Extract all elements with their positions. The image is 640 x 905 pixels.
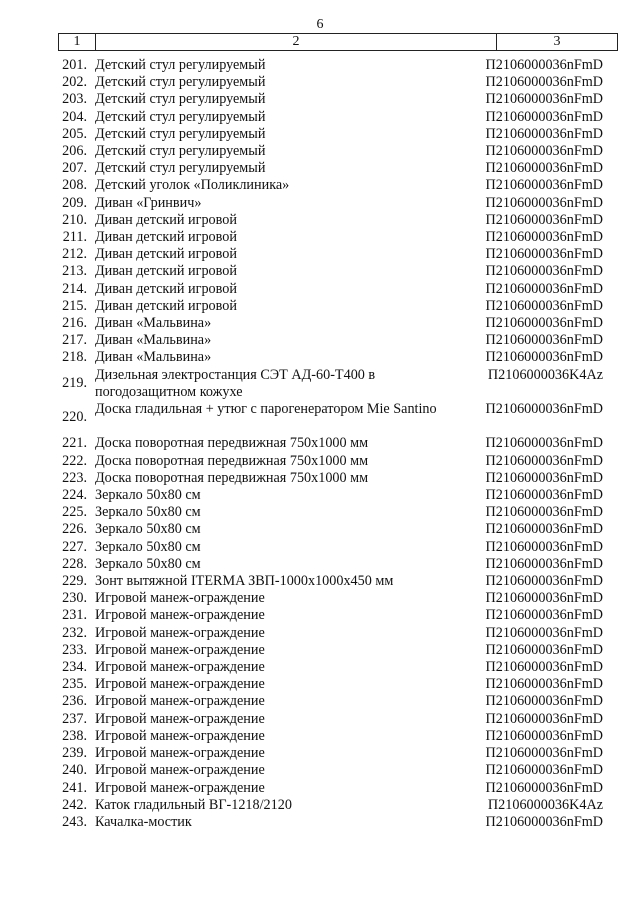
item-name: Доска поворотная передвижная 750х1000 мм — [95, 452, 369, 469]
page-number: 6 — [316, 17, 324, 32]
row-number: 222. — [62, 452, 87, 469]
row-number: 209. — [62, 194, 87, 211]
table-row — [0, 590, 640, 607]
table-row — [0, 229, 640, 246]
item-code: П2106000036nFmD — [485, 194, 603, 211]
item-name: Игровой манеж-ограждение — [95, 710, 265, 727]
table-row — [0, 762, 640, 779]
item-name: Диван «Мальвина» — [95, 332, 212, 349]
table-row — [0, 109, 640, 126]
row-number: 207. — [62, 160, 87, 177]
item-code: П2106000036nFmD — [485, 676, 603, 693]
item-code: П2106000036nFmD — [485, 332, 603, 349]
table-row — [0, 504, 640, 521]
item-name: Диван детский игровой — [95, 229, 237, 246]
table-row — [0, 780, 640, 797]
table-row — [0, 57, 640, 74]
item-code: П2106000036nFmD — [485, 469, 603, 486]
row-number: 230. — [62, 590, 87, 607]
row-number: 220. — [62, 409, 87, 426]
row-number: 239. — [62, 745, 87, 762]
item-code: П2106000036nFmD — [485, 538, 603, 555]
table-row — [0, 160, 640, 177]
row-number: 238. — [62, 727, 87, 744]
column-header-1: 1 — [59, 34, 96, 50]
row-number: 232. — [62, 624, 87, 641]
item-name: Детский уголок «Поликлиника» — [95, 177, 290, 194]
item-name: Игровой манеж-ограждение — [95, 762, 265, 779]
item-code: П2106000036nFmD — [485, 57, 603, 73]
item-code: П2106000036nFmD — [485, 693, 603, 710]
table-row — [0, 487, 640, 504]
item-name: Игровой манеж-ограждение — [95, 607, 265, 624]
table-row — [0, 607, 640, 624]
row-number: 206. — [62, 143, 87, 160]
row-number: 231. — [62, 607, 87, 624]
item-code: П2106000036nFmD — [485, 452, 603, 469]
item-name: Игровой манеж-ограждение — [95, 641, 265, 658]
row-number: 215. — [62, 297, 87, 314]
row-number: 203. — [62, 91, 87, 108]
item-name: Зонт вытяжной ITERMA ЗВП-1000х1000х450 мм — [95, 573, 394, 590]
table-row — [0, 263, 640, 280]
column-header-2: 2 — [96, 34, 497, 50]
item-code: П2106000036nFmD — [485, 263, 603, 280]
row-number: 228. — [62, 555, 87, 572]
item-name: Диван детский игровой — [95, 263, 237, 280]
row-number: 212. — [62, 246, 87, 263]
item-name: Детский стул регулируемый — [95, 143, 266, 160]
table-row — [0, 556, 640, 573]
item-code: П2106000036nFmD — [485, 607, 603, 624]
item-code: П2106000036nFmD — [485, 280, 603, 297]
item-code: П2106000036nFmD — [485, 487, 603, 504]
row-number: 241. — [62, 779, 87, 796]
item-code: П2106000036nFmD — [485, 435, 603, 452]
item-name: Зеркало 50х80 см — [95, 504, 201, 521]
item-code: П2106000036K4Az — [487, 796, 603, 813]
table-row — [0, 91, 640, 108]
row-number: 201. — [62, 57, 87, 73]
table-row — [0, 212, 640, 229]
row-number: 236. — [62, 693, 87, 710]
row-number: 218. — [62, 349, 87, 366]
item-name: Детский стул регулируемый — [95, 125, 266, 142]
table-header — [58, 33, 618, 51]
table-row — [0, 349, 640, 366]
item-code: П2106000036nFmD — [485, 349, 603, 366]
table-row — [0, 676, 640, 693]
item-code: П2106000036nFmD — [485, 745, 603, 762]
table-row — [0, 177, 640, 194]
row-number: 240. — [62, 762, 87, 779]
table-row — [0, 74, 640, 91]
row-number: 229. — [62, 573, 87, 590]
table-row — [0, 315, 640, 332]
item-name: Диван «Гринвич» — [95, 194, 202, 211]
item-code: П2106000036nFmD — [485, 555, 603, 572]
item-name: Зеркало 50х80 см — [95, 555, 201, 572]
table-row — [0, 573, 640, 590]
row-number: 233. — [62, 641, 87, 658]
item-code: П2106000036nFmD — [485, 573, 603, 590]
item-code: П2106000036K4Az — [487, 366, 603, 383]
item-name: Зеркало 50х80 см — [95, 538, 201, 555]
table-row — [0, 367, 640, 401]
item-code: П2106000036nFmD — [485, 211, 603, 228]
table-row — [0, 642, 640, 659]
item-code: П2106000036nFmD — [485, 762, 603, 779]
row-number: 234. — [62, 659, 87, 676]
item-code: П2106000036nFmD — [485, 160, 603, 177]
table-row — [0, 470, 640, 487]
item-code: П2106000036nFmD — [485, 727, 603, 744]
item-name: Доска поворотная передвижная 750х1000 мм — [95, 469, 369, 486]
item-code: П2106000036nFmD — [485, 779, 603, 796]
row-number: 242. — [62, 796, 87, 813]
item-code: П2106000036nFmD — [485, 659, 603, 676]
table-row — [0, 126, 640, 143]
item-name: Диван детский игровой — [95, 211, 237, 228]
table-row — [0, 521, 640, 538]
table-row — [0, 711, 640, 728]
row-number: 226. — [62, 521, 87, 538]
item-code: П2106000036nFmD — [485, 401, 603, 418]
item-name: Детский стул регулируемый — [95, 91, 266, 108]
item-name: Зеркало 50х80 см — [95, 487, 201, 504]
row-number: 221. — [62, 435, 87, 452]
row-number: 223. — [62, 469, 87, 486]
table-row — [0, 693, 640, 710]
inventory-list — [0, 57, 640, 831]
item-code: П2106000036nFmD — [485, 91, 603, 108]
row-number: 217. — [62, 332, 87, 349]
table-row — [0, 814, 640, 831]
table-row — [0, 332, 640, 349]
item-code: П2106000036nFmD — [485, 521, 603, 538]
row-number: 227. — [62, 538, 87, 555]
table-row — [0, 195, 640, 212]
row-number: 211. — [62, 229, 87, 246]
item-name: Игровой манеж-ограждение — [95, 779, 265, 796]
item-name: Игровой манеж-ограждение — [95, 727, 265, 744]
item-name: Дизельная электростанция СЭТ АД-60-Т400 в погодозащитном кожухе — [95, 366, 376, 400]
row-number: 243. — [62, 813, 87, 830]
row-number: 210. — [62, 211, 87, 228]
item-name: Диван «Мальвина» — [95, 315, 212, 332]
item-name: Качалка-мостик — [95, 813, 192, 830]
item-name: Диван детский игровой — [95, 280, 237, 297]
item-code: П2106000036nFmD — [485, 74, 603, 91]
table-row — [0, 539, 640, 556]
item-name: Детский стул регулируемый — [95, 74, 266, 91]
item-name: Игровой манеж-ограждение — [95, 693, 265, 710]
item-code: П2106000036nFmD — [485, 624, 603, 641]
row-number: 202. — [62, 74, 87, 91]
row-number: 208. — [62, 177, 87, 194]
row-number: 237. — [62, 710, 87, 727]
table-row — [0, 435, 640, 452]
table-row — [0, 453, 640, 470]
item-name: Игровой манеж-ограждение — [95, 659, 265, 676]
table-row — [0, 281, 640, 298]
item-name: Доска гладильная + утюг с парогенератором Mie Santino — [95, 401, 437, 418]
item-code: П2106000036nFmD — [485, 641, 603, 658]
row-number: 224. — [62, 487, 87, 504]
item-name: Диван детский игровой — [95, 246, 237, 263]
table-row — [0, 745, 640, 762]
item-code: П2106000036nFmD — [485, 125, 603, 142]
item-code: П2106000036nFmD — [485, 177, 603, 194]
item-code: П2106000036nFmD — [485, 246, 603, 263]
item-code: П2106000036nFmD — [485, 590, 603, 607]
item-code: П2106000036nFmD — [485, 813, 603, 830]
row-number: 235. — [62, 676, 87, 693]
item-name: Детский стул регулируемый — [95, 160, 266, 177]
item-name: Детский стул регулируемый — [95, 57, 266, 73]
row-number: 214. — [62, 280, 87, 297]
table-row — [0, 728, 640, 745]
column-header-3: 3 — [553, 34, 561, 49]
table-row — [0, 659, 640, 676]
item-code: П2106000036nFmD — [485, 504, 603, 521]
item-code: П2106000036nFmD — [485, 143, 603, 160]
item-code: П2106000036nFmD — [485, 315, 603, 332]
item-name: Детский стул регулируемый — [95, 108, 266, 125]
row-number: 213. — [62, 263, 87, 280]
item-code: П2106000036nFmD — [485, 297, 603, 314]
row-number: 219. — [62, 374, 87, 391]
row-number: 204. — [62, 108, 87, 125]
item-name: Игровой манеж-ограждение — [95, 676, 265, 693]
item-code: П2106000036nFmD — [485, 108, 603, 125]
row-number: 205. — [62, 125, 87, 142]
item-name: Каток гладильный ВГ-1218/2120 — [95, 796, 292, 813]
row-number: 216. — [62, 315, 87, 332]
table-row — [0, 246, 640, 263]
item-code: П2106000036nFmD — [485, 710, 603, 727]
item-name: Игровой манеж-ограждение — [95, 745, 265, 762]
item-name: Диван «Мальвина» — [95, 349, 212, 366]
item-name: Зеркало 50х80 см — [95, 521, 201, 538]
table-row — [0, 143, 640, 160]
table-row — [0, 797, 640, 814]
item-name: Игровой манеж-ограждение — [95, 590, 265, 607]
table-row — [0, 401, 640, 435]
item-name: Доска поворотная передвижная 750х1000 мм — [95, 435, 369, 452]
item-code: П2106000036nFmD — [485, 229, 603, 246]
table-row — [0, 298, 640, 315]
item-name: Диван детский игровой — [95, 297, 237, 314]
item-name: Игровой манеж-ограждение — [95, 624, 265, 641]
row-number: 225. — [62, 504, 87, 521]
table-row — [0, 625, 640, 642]
